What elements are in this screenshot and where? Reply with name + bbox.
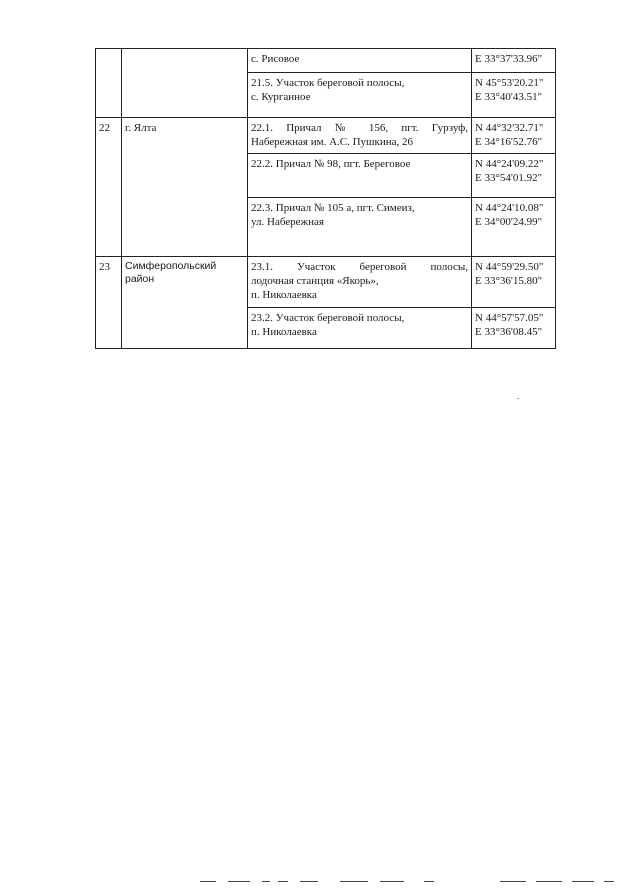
coordinate-cell: N 44°59'29.50" E 33°36'15.80" <box>472 257 556 308</box>
table-row <box>96 49 556 73</box>
row-number-cell <box>96 49 122 118</box>
scan-speck <box>517 398 519 399</box>
table-row <box>96 257 556 308</box>
site-cell: 22.2. Причал № 98, пгт. Береговое <box>248 154 472 198</box>
site-cell: 23.2. Участок береговой полосы, п. Николаевка <box>248 308 472 349</box>
district-cell: г. Ялта <box>122 118 248 257</box>
row-number-cell: 22 <box>96 118 122 257</box>
coordinate-cell: N 44°24'10.08" E 34°00'24.99" <box>472 198 556 257</box>
scan-edge-marks <box>0 877 640 887</box>
site-cell: с. Рисовое <box>248 49 472 73</box>
district-cell <box>122 49 248 118</box>
site-cell: 23.1. Участок береговой полосы, лодочная станция «Якорь», п. Николаевка <box>248 257 472 308</box>
coordinate-cell: N 44°24'09.22" E 33°54'01.92" <box>472 154 556 198</box>
site-cell: 22.1. Причал № 156, пгт. Гурзуф, Набережная им. А.С. Пушкина, 26 <box>248 118 472 154</box>
table-row <box>96 118 556 154</box>
coordinate-cell: N 45°53'20.21" E 33°40'43.51" <box>472 73 556 118</box>
coordinate-cell: E 33°37'33.96" <box>472 49 556 73</box>
site-cell: 22.3. Причал № 105 а, пгт. Симеиз, ул. Набережная <box>248 198 472 257</box>
coordinate-cell: N 44°32'32.71" E 34°16'52.76" <box>472 118 556 154</box>
row-number-cell: 23 <box>96 257 122 349</box>
site-cell: 21.5. Участок береговой полосы, с. Курганное <box>248 73 472 118</box>
coordinates-table <box>95 48 556 349</box>
coordinate-cell: N 44°57'57.05" E 33°36'08.45" <box>472 308 556 349</box>
district-cell: Симферопольский район <box>122 257 248 349</box>
